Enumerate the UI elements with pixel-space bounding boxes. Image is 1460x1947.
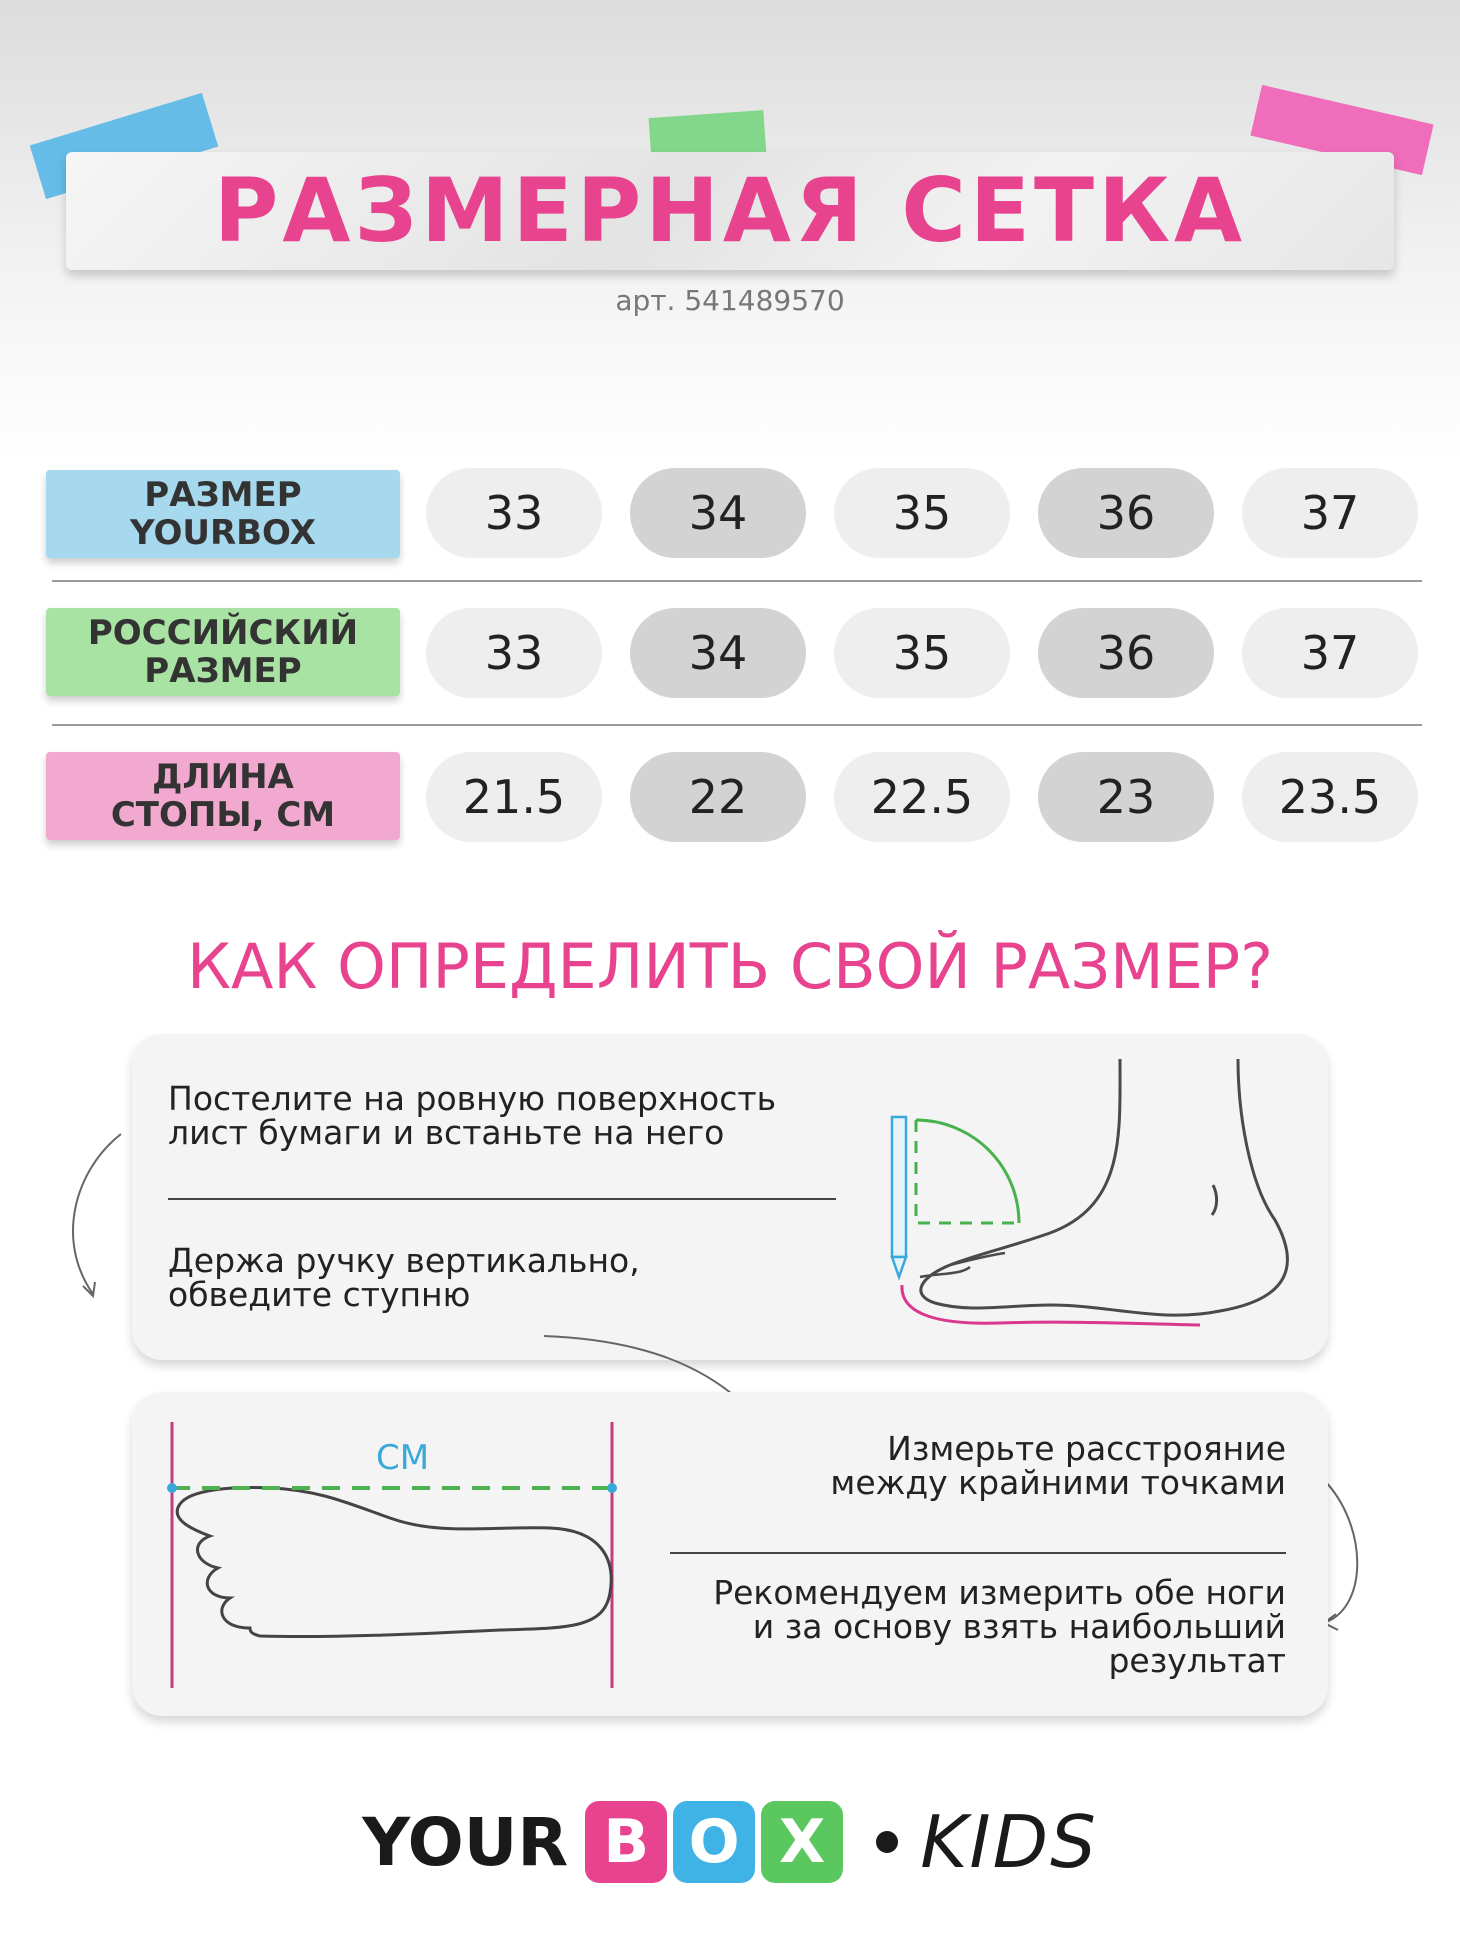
foot-side-illustration	[880, 1055, 1310, 1335]
row-divider	[52, 580, 1422, 582]
logo-letter-b: B	[585, 1801, 667, 1883]
row-divider	[52, 724, 1422, 726]
label-foot-length: ДЛИНА СТОПЫ, СМ	[46, 752, 400, 840]
logo-letter-o: O	[673, 1801, 755, 1883]
size-cell: 37	[1242, 468, 1418, 558]
label-yourbox-size: РАЗМЕР YOURBOX	[46, 470, 400, 558]
size-cell: 34	[630, 468, 806, 558]
logo-dot	[876, 1831, 898, 1853]
logo-your: YOUR	[362, 1803, 569, 1881]
howto-title: КАК ОПРЕДЕЛИТЬ СВОЙ РАЗМЕР?	[186, 930, 1274, 1003]
measure-label: СМ	[376, 1438, 430, 1478]
article-number: арт. 541489570	[615, 284, 845, 317]
logo-kids: KIDS	[920, 1800, 1098, 1884]
size-cell: 35	[834, 608, 1010, 698]
size-cell: 35	[834, 468, 1010, 558]
page-title: РАЗМЕРНАЯ СЕТКА	[213, 159, 1247, 262]
step-1-text: Постелите на ровную поверхность лист бумаги и встаньте на него	[168, 1079, 777, 1152]
size-cell: 36	[1038, 468, 1214, 558]
size-cell: 33	[426, 468, 602, 558]
brand-logo	[0, 1792, 1460, 1892]
size-cell: 34	[630, 608, 806, 698]
size-cell: 23	[1038, 752, 1214, 842]
size-cell: 37	[1242, 608, 1418, 698]
step-3-text: Измерьте расстрояние между крайними точками	[830, 1429, 1286, 1502]
logo-letter-x: X	[761, 1801, 843, 1883]
size-cell: 33	[426, 608, 602, 698]
size-cell: 22.5	[834, 752, 1010, 842]
arrow-curve-left	[55, 1130, 125, 1305]
step-4-text: Рекомендуем измерить обе ноги и за основу взять наибольший результат	[713, 1573, 1286, 1680]
size-cell: 23.5	[1242, 752, 1418, 842]
step-divider	[670, 1552, 1286, 1554]
size-cell: 21.5	[426, 752, 602, 842]
label-russian-size: РОССИЙСКИЙ РАЗМЕР	[46, 608, 400, 696]
size-cell: 22	[630, 752, 806, 842]
step-divider	[168, 1198, 836, 1200]
size-cell: 36	[1038, 608, 1214, 698]
step-2-text: Держа ручку вертикально, обведите ступню	[168, 1241, 640, 1314]
